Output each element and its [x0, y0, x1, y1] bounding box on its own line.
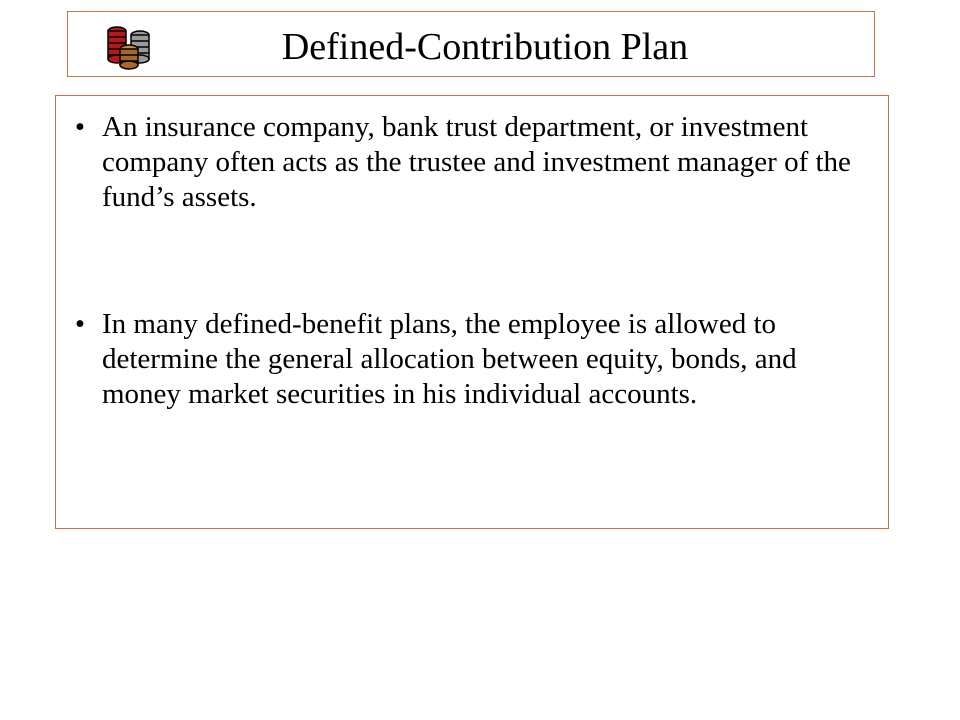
bullet-item — [60, 307, 860, 412]
content-frame — [55, 95, 889, 529]
bullet-item — [60, 110, 860, 215]
bullet-marker: • — [74, 111, 86, 143]
bullet-marker: • — [74, 308, 86, 340]
bullet-text: In many defined-benefit plans, the employee is allowed to determine the general allocation between equity, bonds, and money market securities in his individual accounts. — [102, 308, 797, 410]
bullet-text: An insurance company, bank trust department, or investment company often acts as the trustee and investment manager of the fund’s assets. — [102, 111, 851, 213]
slide-title: Defined-Contribution Plan — [281, 26, 689, 68]
title-frame — [67, 11, 875, 77]
